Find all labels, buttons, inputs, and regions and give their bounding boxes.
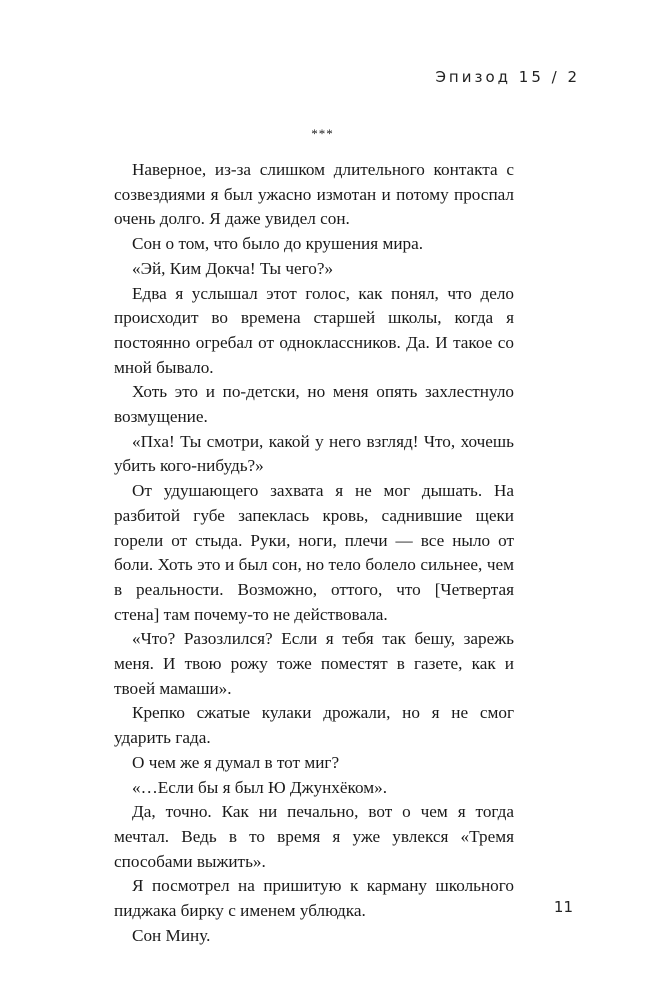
running-header: Эпизод 15 / 2 [435,68,580,86]
paragraph: О чем же я думал в тот миг? [132,752,340,772]
paragraph: «…Если бы я был Ю Джунхёком». [132,777,388,797]
page-number: 11 [553,898,573,916]
paragraph: Я посмотрел на пришитую к карману школьного пиджака бирку с именем ублюдка. [114,876,514,921]
paragraph: «Пха! Ты смотри, какой у него взгляд! Что, хочешь убить кого-нибудь?» [114,431,514,476]
paragraph: Едва я услышал этот голос, как понял, что дело происходит во времена старшей школы, когда я постоянно огребал от одноклассников. Да. И такое со мной бывало. [114,283,514,377]
paragraph: От удушающего захвата я не мог дышать. На разбитой губе запеклась кровь, саднившие щеки горели от стыда. Руки, ноги, плечи — все ныло от боли. Хоть это и был сон, но тело болело сильнее, чем в реальности. Возможно, оттого, что [Четвертая стена] там почему-то не действовала. [114,481,514,624]
paragraph: Наверное, из-за слишком длительного контакта с созвездиями я был ужасно измотан и потому проспал очень долго. Я даже увидел сон. [114,160,514,229]
paragraph: «Что? Разозлился? Если я тебя так бешу, зарежь меня. И твою рожу тоже поместят в газете, как и твоей мамаши». [114,629,514,698]
paragraph: Да, точно. Как ни печально, вот о чем я тогда мечтал. Ведь в то время я уже увлекся «Тремя способами выжить». [114,802,514,871]
body-text [114,158,514,949]
paragraph: «Эй, Ким Докча! Ты чего?» [132,258,334,278]
paragraph: Сон Мину. [132,925,211,945]
paragraph: Сон о том, что было до крушения мира. [132,234,424,254]
paragraph: Хоть это и по-детски, но меня опять захлестнуло возмущение. [114,382,514,427]
paragraph: Крепко сжатые кулаки дрожали, но я не смог ударить гада. [114,703,514,748]
scene-break: *** [311,126,334,141]
